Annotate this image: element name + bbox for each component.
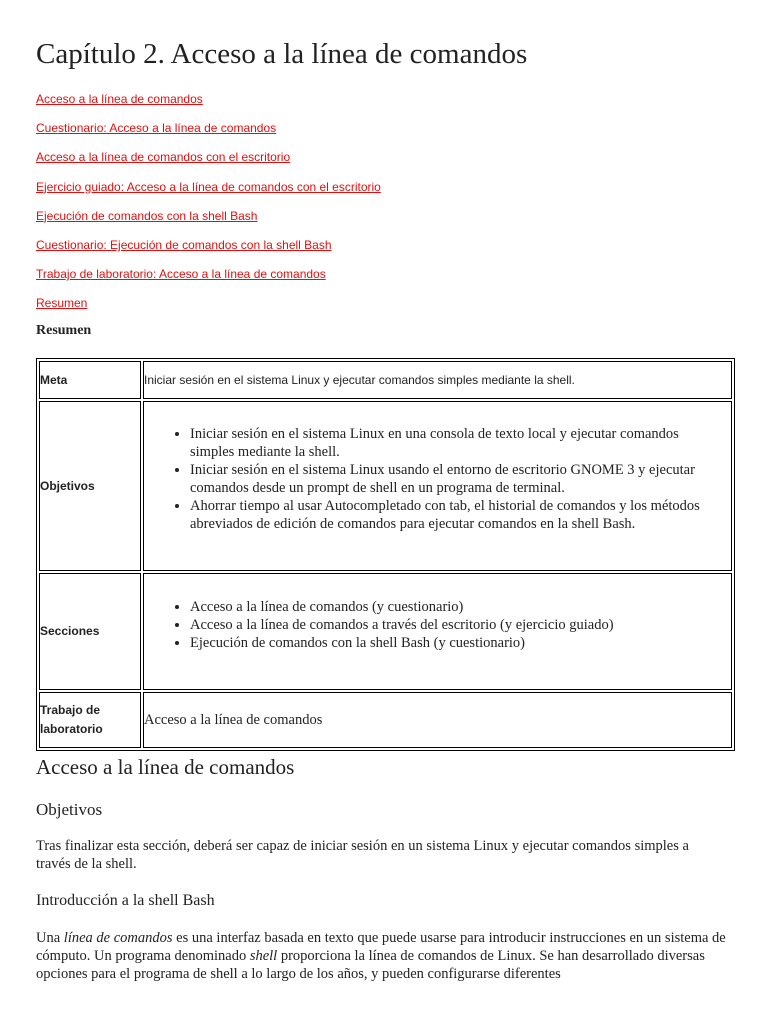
chapter-title: Capítulo 2. Acceso a la línea de comandos [36, 38, 528, 70]
meta-label: Meta [39, 361, 141, 399]
list-item: • Acceso a la línea de comandos (y cuestionario) [190, 598, 721, 616]
toc-link[interactable]: Ejecución de comandos con la shell Bash [36, 208, 258, 223]
intro-text-3: proporciona la línea de comandos de Linux. Se han desarrollado diversas opciones para el programa de shell a lo largo de los años, y pueden configurarse diferentes [36, 948, 705, 982]
lab-value: Acceso a la línea de comandos [143, 692, 732, 748]
toc-link[interactable]: Ejercicio guiado: Acceso a la línea de comandos con el escritorio [36, 179, 381, 194]
intro-emphasis-1: línea de comandos [63, 930, 173, 946]
toc-link[interactable]: Resumen [36, 296, 88, 311]
intro-heading: Introducción a la shell Bash [36, 892, 215, 909]
table-row-secciones [39, 573, 732, 690]
table-row-objetivos [39, 401, 732, 571]
list-item: • Acceso a la línea de comandos a través del escritorio (y ejercicio guiado) [190, 616, 721, 634]
list-item: • Iniciar sesión en el sistema Linux usando el entorno de escritorio GNOME 3 y ejecutar comandos desde un prompt de shell en un programa de terminal. [190, 461, 721, 497]
secciones-label: Secciones [39, 573, 141, 690]
list-item: • Ejecución de comandos con la shell Bash (y cuestionario) [190, 634, 721, 652]
section-title: Acceso a la línea de comandos [36, 755, 295, 779]
list-item: • Ahorrar tiempo al usar Autocompletado con tab, el historial de comandos y los métodos abreviados de edición de comandos para ejecutar comandos en la shell Bash. [190, 497, 721, 533]
toc-link[interactable]: Cuestionario: Ejecución de comandos con la shell Bash [36, 237, 332, 252]
table-row-meta [39, 361, 732, 399]
intro-paragraph [36, 929, 726, 983]
secciones-list [144, 598, 731, 652]
toc-link[interactable]: Acceso a la línea de comandos [36, 92, 203, 106]
table-of-contents [36, 90, 381, 324]
objetivos-paragraph: Tras finalizar esta sección, deberá ser capaz de iniciar sesión en un sistema Linux y ejecutar comandos simples a través de la shell. [36, 838, 689, 872]
list-item: • Iniciar sesión en el sistema Linux en una consola de texto local y ejecutar comandos simples mediante la shell. [190, 425, 721, 461]
summary-table [36, 358, 735, 751]
table-row-laboratorio [39, 692, 732, 748]
lab-label [39, 692, 141, 748]
toc-link[interactable]: Cuestionario: Acceso a la línea de comandos [36, 121, 277, 136]
intro-emphasis-2: shell [249, 948, 278, 964]
intro-text-2: es una interfaz basada en texto que puede usarse para introducir instrucciones en un sistema de cómputo. Un programa denominado [36, 930, 726, 964]
lab-label-line1: Trabajo de [40, 703, 101, 717]
toc-link[interactable]: Trabajo de laboratorio: Acceso a la línea de comandos [36, 267, 326, 282]
toc-link[interactable]: Acceso a la línea de comandos con el escritorio [36, 150, 291, 165]
lab-label-line2: laboratorio [40, 722, 103, 736]
objetivos-heading: Objetivos [36, 800, 103, 819]
meta-value: Iniciar sesión en el sistema Linux y ejecutar comandos simples mediante la shell. [143, 361, 732, 399]
summary-heading: Resumen [36, 323, 92, 338]
objetivos-label: Objetivos [39, 401, 141, 571]
intro-text-1: Una [36, 930, 64, 946]
objetivos-list [144, 425, 731, 533]
